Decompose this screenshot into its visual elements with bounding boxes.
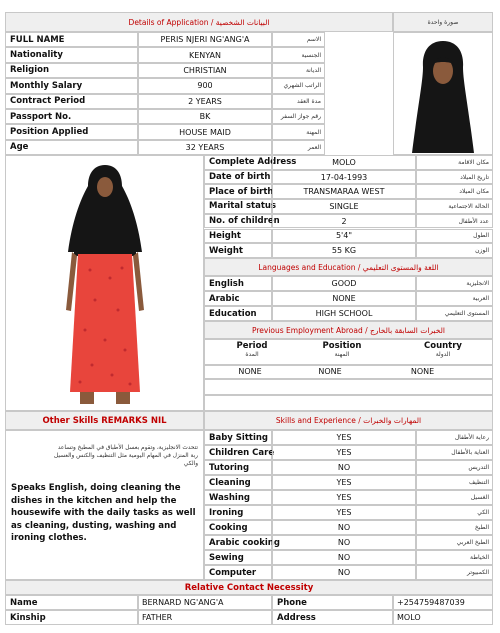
full-body-photo	[5, 155, 204, 411]
row-value: NO	[272, 565, 416, 580]
row-value: YES	[272, 475, 416, 490]
row-label: Arabic cooking	[204, 535, 272, 550]
row-value: NO	[272, 520, 416, 535]
row-label: Weight	[204, 243, 272, 258]
contact-address-label: Address	[272, 610, 393, 625]
other-skills-title: Other Skills REMARKS NIL	[5, 411, 204, 430]
row-arabic: الكمبيوتر	[416, 565, 493, 580]
row-label: Education	[204, 306, 272, 321]
row-value: 900	[138, 78, 272, 93]
employment-period-value: NONE	[238, 367, 262, 376]
application-title: Details of Application / البيانات الشخصية	[5, 12, 393, 32]
row-arabic: المستوى التعليمي	[416, 306, 493, 321]
row-value: SINGLE	[272, 199, 416, 214]
row-arabic: مكان الاقامة	[416, 155, 493, 170]
row-label: Height	[204, 229, 272, 244]
row-value: 32 YEARS	[138, 140, 272, 155]
row-value: BK	[138, 109, 272, 124]
contact-kinship-value: FATHER	[138, 610, 272, 625]
row-arabic: عدد الأطفال	[416, 214, 493, 229]
row-value: NO	[272, 550, 416, 565]
row-arabic: رعاية الأطفال	[416, 430, 493, 445]
row-arabic: الغسيل	[416, 490, 493, 505]
row-arabic: الانجليزية	[416, 276, 493, 291]
row-arabic: الديانة	[272, 63, 325, 78]
row-value: YES	[272, 430, 416, 445]
contact-name-value: BERNARD NG'ANG'A	[138, 595, 272, 610]
employment-country-value: NONE	[410, 367, 435, 376]
row-value: KENYAN	[138, 47, 272, 62]
row-value: GOOD	[272, 276, 416, 291]
row-label: Arabic	[204, 291, 272, 306]
row-label: Passport No.	[5, 109, 138, 124]
position-header: Position المهنة	[322, 341, 362, 358]
row-label: Marital status	[204, 199, 272, 214]
row-label: Religion	[5, 63, 138, 78]
languages-title: Languages and Education / اللغة والمستوى التعليمي	[204, 258, 493, 276]
other-skills-text: Speaks English, doing cleaning the dishes in the kitchen and help the housewife with the daily tasks as well as cleaning, dusting, washing and ironing clothes.	[11, 483, 196, 543]
other-skills-arabic: تتحدث الانجليزية، وتقوم بغسل الأطباق في المطبخ وتساعد ربة المنزل في المهام اليومية مثل التنظيف والكنس والغسيل والكي	[53, 445, 198, 467]
period-header: Period المدة	[236, 341, 268, 358]
employment-empty-row	[204, 395, 493, 411]
row-arabic: الحالة الاجتماعية	[416, 199, 493, 214]
row-arabic: العربية	[416, 291, 493, 306]
row-label: Age	[5, 140, 138, 155]
row-value: 2	[272, 214, 416, 229]
row-arabic: الكي	[416, 505, 493, 520]
full-body-image	[50, 160, 160, 410]
contact-name-label: Name	[5, 595, 138, 610]
row-label: Sewing	[204, 550, 272, 565]
row-arabic: تاريخ الميلاد	[416, 170, 493, 185]
row-arabic: الطبخ العربي	[416, 535, 493, 550]
headshot-photo	[393, 32, 493, 155]
row-label: Tutoring	[204, 460, 272, 475]
row-label: Computer	[204, 565, 272, 580]
row-arabic: مكان الميلاد	[416, 184, 493, 199]
row-arabic: الراتب الشهري	[272, 78, 325, 93]
row-value: 5'4"	[272, 229, 416, 244]
row-value: HIGH SCHOOL	[272, 306, 416, 321]
row-label: Date of birth	[204, 170, 272, 185]
row-value: NO	[272, 535, 416, 550]
row-value: 55 KG	[272, 243, 416, 258]
row-label: Monthly Salary	[5, 78, 138, 93]
row-value: NO	[272, 460, 416, 475]
row-label: Washing	[204, 490, 272, 505]
contact-title: Relative Contact Necessity	[5, 580, 493, 595]
row-label: Baby Sitting	[204, 430, 272, 445]
row-arabic: العمر	[272, 140, 325, 155]
row-label: Complete Address	[204, 155, 272, 170]
row-label: Cooking	[204, 520, 272, 535]
row-label: English	[204, 276, 272, 291]
row-label: FULL NAME	[5, 32, 138, 47]
row-value: MOLO	[272, 155, 416, 170]
row-label: Contract Period	[5, 94, 138, 109]
row-value: HOUSE MAID	[138, 124, 272, 139]
row-arabic: الطول	[416, 229, 493, 244]
contact-phone-label: Phone	[272, 595, 393, 610]
contact-kinship-label: Kinship	[5, 610, 138, 625]
row-value: 2 YEARS	[138, 94, 272, 109]
photo-label: صورة واحدة	[393, 12, 493, 32]
row-value: 17-04-1993	[272, 170, 416, 185]
employment-title: Previous Employment Abroad / الخبرات السابقة بالخارج	[204, 321, 493, 339]
row-arabic: الوزن	[416, 243, 493, 258]
row-value: YES	[272, 490, 416, 505]
row-value: PERIS NJERI NG'ANG'A	[138, 32, 272, 47]
row-arabic: الاسم	[272, 32, 325, 47]
row-arabic: رقم جواز السفر	[272, 109, 325, 124]
contact-address-value: MOLO	[393, 610, 493, 625]
row-value: TRANSMARAA WEST	[272, 184, 416, 199]
row-value: CHRISTIAN	[138, 63, 272, 78]
row-arabic: التدريس	[416, 460, 493, 475]
contact-phone-value: +254759487039	[393, 595, 493, 610]
row-arabic: التنظيف	[416, 475, 493, 490]
headshot-image	[408, 35, 478, 153]
row-label: No. of children	[204, 214, 272, 229]
row-value: YES	[272, 505, 416, 520]
row-arabic: المهنة	[272, 124, 325, 139]
country-header: Country الدولة	[424, 341, 462, 358]
employment-empty-row	[204, 379, 493, 395]
employment-position-value: NONE	[318, 367, 342, 376]
row-value: YES	[272, 445, 416, 460]
row-label: Nationality	[5, 47, 138, 62]
row-arabic: الجنسية	[272, 47, 325, 62]
row-arabic: الطبخ	[416, 520, 493, 535]
row-label: Cleaning	[204, 475, 272, 490]
row-label: Position Applied	[5, 124, 138, 139]
row-arabic: العناية بالأطفال	[416, 445, 493, 460]
row-value: NONE	[272, 291, 416, 306]
row-label: Ironing	[204, 505, 272, 520]
row-label: Place of birth	[204, 184, 272, 199]
row-arabic: مدة العقد	[272, 94, 325, 109]
row-label: Children Care	[204, 445, 272, 460]
skills-title: Skills and Experience / المهارات والخبرات	[204, 411, 493, 430]
row-arabic: الخياطة	[416, 550, 493, 565]
